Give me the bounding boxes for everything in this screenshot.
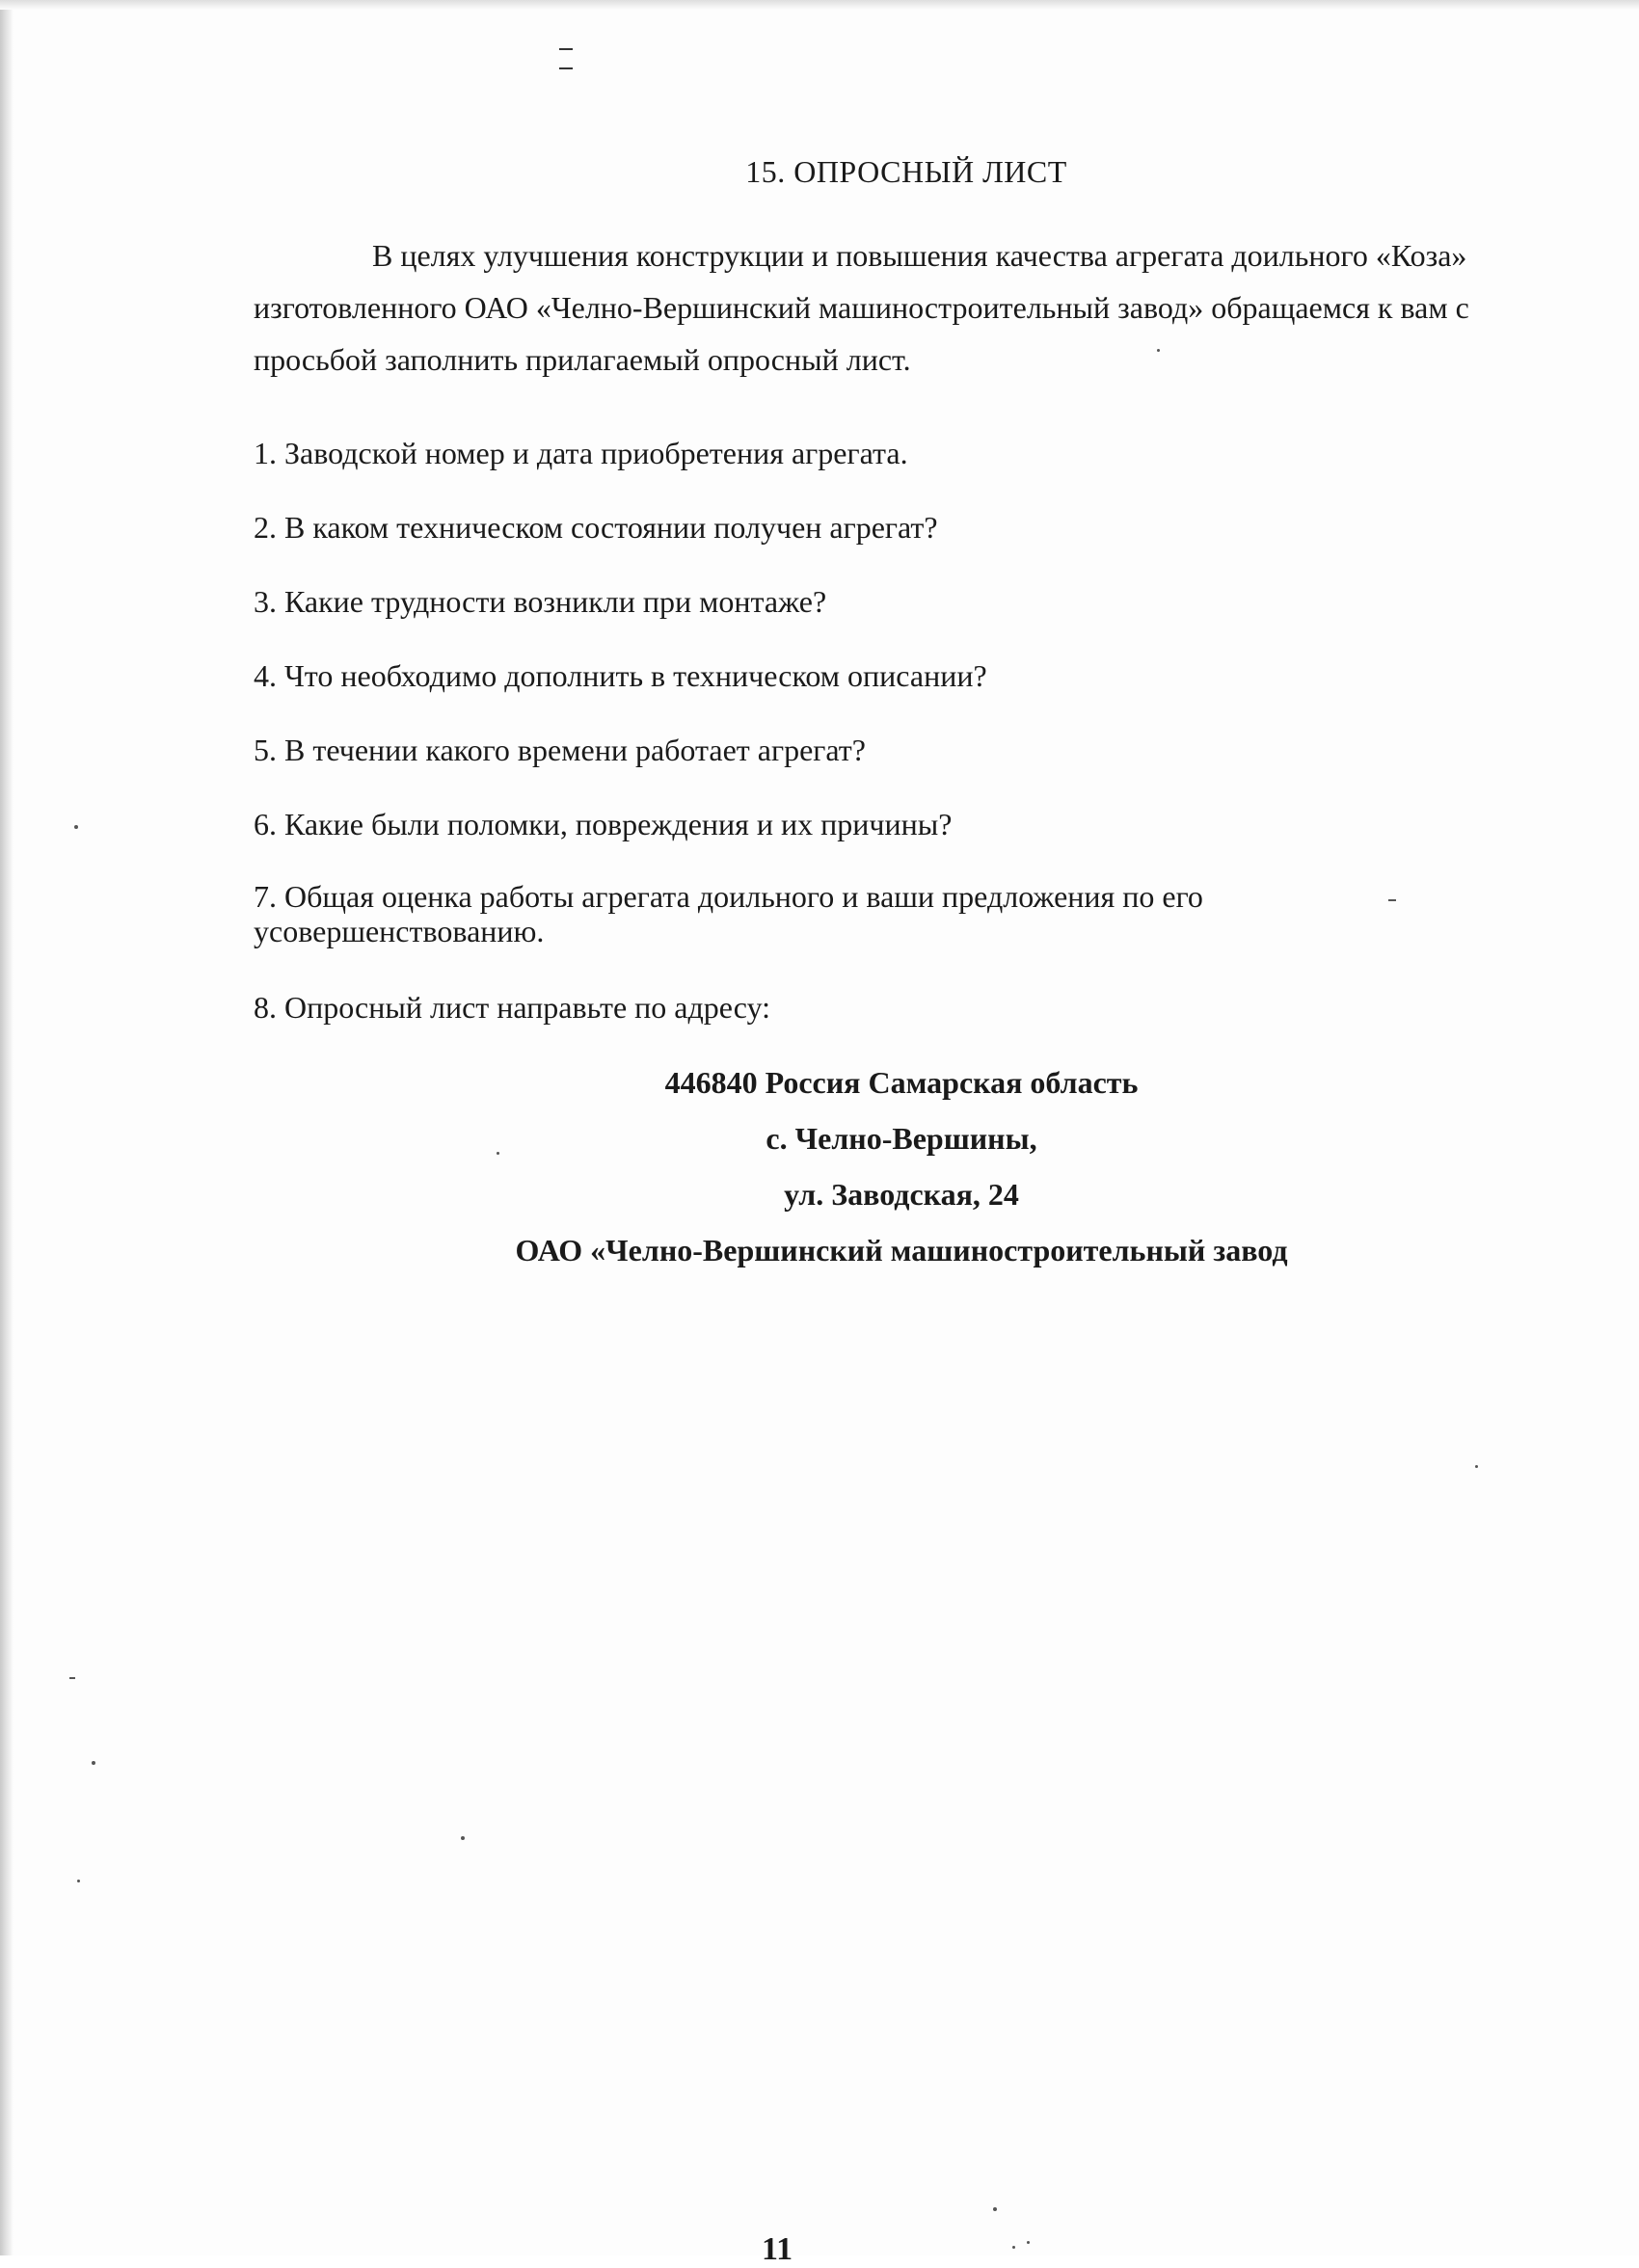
- intro-line: просьбой заполнить прилагаемый опросный лист.: [254, 342, 911, 377]
- scan-speck: [1475, 1465, 1478, 1468]
- intro-paragraph: [254, 229, 1555, 386]
- intro-line: изготовленного ОАО «Челно-Вершинский машиностроительный завод» обращаемся к вам с: [254, 290, 1469, 325]
- question-item: 3. Какие трудности возникли при монтаже?: [254, 584, 827, 619]
- scan-speck: [993, 2207, 997, 2211]
- scan-mark: [559, 48, 573, 50]
- question-item: 5. В течении какого времени работает агрегат?: [254, 733, 866, 767]
- question-item: 7. Общая оценка работы агрегата доильного и ваши предложения по его усовершенствованию.: [254, 879, 1203, 948]
- question-item: 6. Какие были поломки, повреждения и их причины?: [254, 807, 953, 841]
- scan-speck: [69, 1677, 75, 1679]
- scan-speck: [74, 825, 78, 829]
- question-item: 4. Что необходимо дополнить в техническом описании?: [254, 658, 987, 693]
- address-line: с. Челно-Вершины,: [766, 1121, 1037, 1156]
- scan-speck: [92, 1761, 95, 1765]
- scan-mark: [559, 67, 573, 69]
- page-number: 11: [762, 2231, 793, 2267]
- intro-line: В целях улучшения конструкции и повышения качества агрегата доильного «Коза»: [372, 238, 1467, 273]
- scan-speck: [497, 1152, 499, 1155]
- scan-speck: [1157, 349, 1160, 352]
- address-line: ОАО «Челно-Вершинский машиностроительный завод: [515, 1233, 1288, 1267]
- question-item: 1. Заводской номер и дата приобретения агрегата.: [254, 436, 908, 470]
- scan-speck: [1012, 2246, 1015, 2249]
- question-item: 8. Опросный лист направьте по адресу:: [254, 990, 771, 1025]
- scan-speck: [77, 1880, 80, 1882]
- scan-top-edge: [0, 0, 1639, 10]
- address-line: 446840 Россия Самарская область: [664, 1065, 1139, 1100]
- section-title: 15. ОПРОСНЫЙ ЛИСТ: [745, 154, 1067, 189]
- scan-speck: [1388, 899, 1396, 901]
- question-item: 2. В каком техническом состоянии получен агрегат?: [254, 510, 938, 545]
- scan-speck: [461, 1836, 465, 1840]
- scan-speck: [1027, 2241, 1030, 2244]
- address-line: ул. Заводская, 24: [784, 1177, 1019, 1212]
